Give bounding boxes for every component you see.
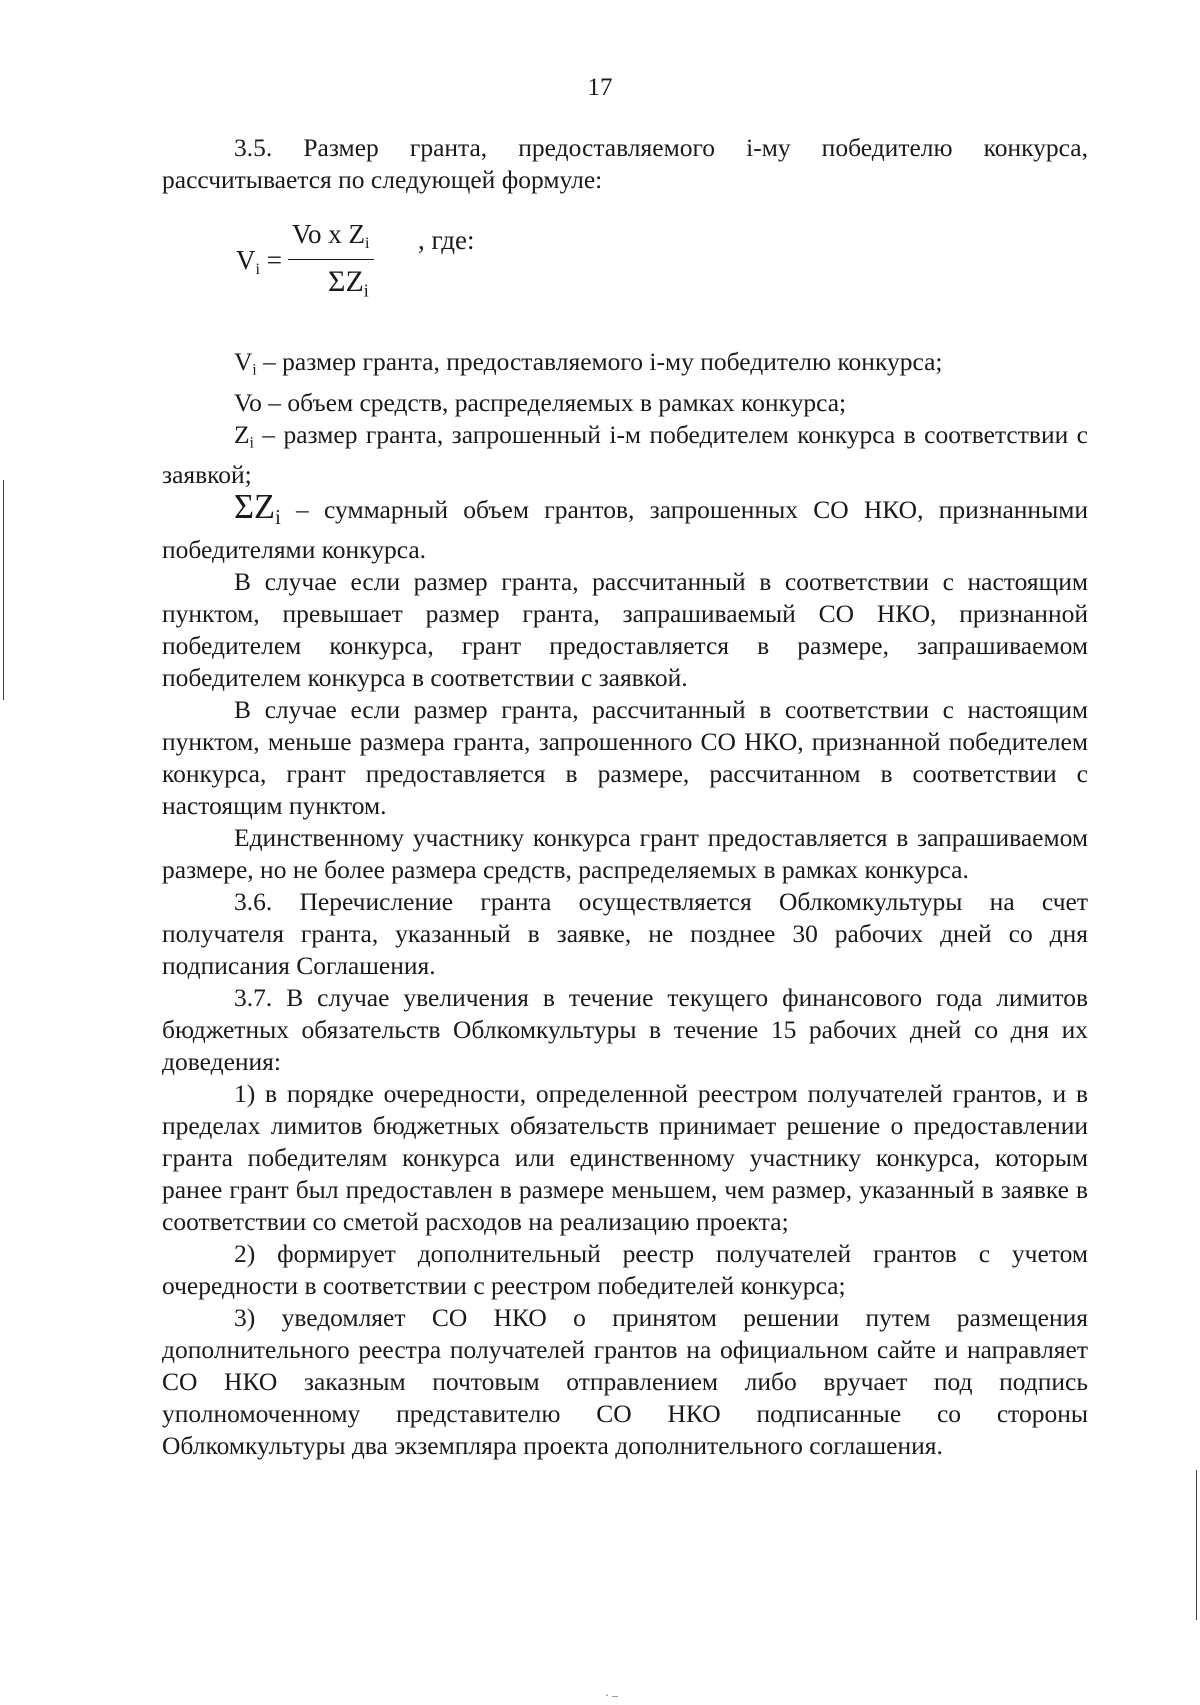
definition-zi: $Z_i$ – размер гранта, запрошенный i-м победителем конкурса в соответствии с заявкой; bbox=[162, 419, 1088, 490]
definition-sum-zi: $\Sigma Z_i$ – суммарный объем грантов, запрошенных СО НКО, признанными победителями конкурса. bbox=[162, 488, 1088, 565]
formula-numerator: Vo x $Z_i$ bbox=[288, 218, 374, 260]
scan-edge-right bbox=[1196, 1470, 1197, 1620]
section-3-5-intro: 3.5. Размер гранта, предоставляемого i-му победителю конкурса, рассчитывается по следующей формуле: bbox=[162, 133, 1088, 194]
list-item-3: 3) уведомляет СО НКО о принятом решении путем размещения дополнительного реестра получателей грантов на официальном сайте и направляет СО НКО заказным почтовым отправлением либо вручает под подпись уполномоченному представителю СО НКО подписанные со стороны Облкомкультуры два экземпляра проекта дополнительного соглашения. bbox=[162, 1303, 1088, 1461]
list-item-1: 1) в порядке очередности, определенной реестром получателей грантов, и в пределах лимитов бюджетных обязательств принимает решение о предоставлении гранта победителям конкурса или единственному участнику конкурса, которым ранее грант был предоставлен в размере меньшем, чем размер, указанный в заявке в соответствии со сметой расходов на реализацию проекта; bbox=[162, 1079, 1088, 1237]
section-3-6: 3.6. Перечисление гранта осуществляется Облкомкультуры на счет получателя гранта, указанный в заявке, не позднее 30 рабочих дней со дня подписания Соглашения. bbox=[162, 887, 1088, 981]
formula-suffix: , где: bbox=[418, 225, 475, 255]
definition-vo: Vo – объем средств, распределяемых в рамках конкурса; bbox=[234, 387, 847, 417]
grant-formula bbox=[236, 214, 1088, 332]
page-number: 17 bbox=[587, 74, 613, 101]
list-item-2: 2) формирует дополнительный реестр получателей грантов с учетом очередности в соответствии с реестром победителей конкурса; bbox=[162, 1239, 1088, 1301]
definition-vi: $V_i$ – размер гранта, предоставляемого i-му победителю конкурса; bbox=[234, 347, 943, 379]
document-body bbox=[162, 132, 1088, 1462]
paragraph-less: В случае если размер гранта, рассчитанный в соответствии с настоящим пунктом, меньше размера гранта, запрошенного СО НКО, признанной победителем конкурса, грант предоставляется в размере, рассчитанном в соответствии с настоящим пунктом. bbox=[162, 695, 1088, 821]
formula-denominator: $\Sigma Z_i$ bbox=[328, 265, 369, 301]
paragraph-exceeds: В случае если размер гранта, рассчитанный в соответствии с настоящим пунктом, превышает размер гранта, запрашиваемый СО НКО, признанной победителем конкурса, грант предоставляется в размере, запрашиваемом победителем конкурса в соответствии с заявкой. bbox=[162, 567, 1088, 693]
formula-lhs: $V_i$ = bbox=[236, 245, 282, 278]
section-3-7: 3.7. В случае увеличения в течение текущего финансового года лимитов бюджетных обязательств Облкомкультуры в течение 15 рабочих дней со дня их доведения: bbox=[162, 983, 1088, 1077]
scan-edge-left bbox=[3, 480, 4, 700]
paragraph-single-participant: Единственному участнику конкурса грант предоставляется в запрашиваемом размере, но не более размера средств, распределяемых в рамках конкурса. bbox=[162, 823, 1088, 885]
scan-artifact: · ‒ bbox=[605, 1688, 618, 1702]
